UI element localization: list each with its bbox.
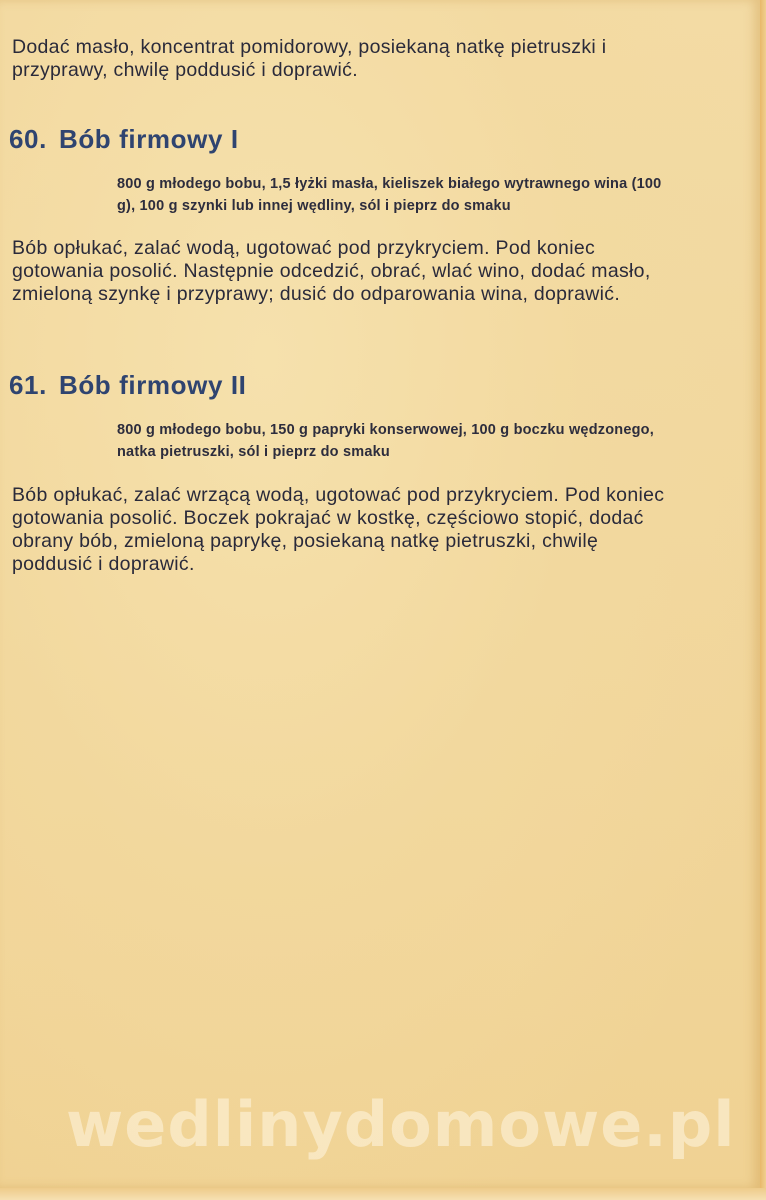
intro-paragraph: Dodać masło, koncentrat pomidorowy, posiekaną natkę pietruszki i przyprawy, chwilę poddusić i doprawić. [12,36,607,81]
recipe-60-number: 60. [9,124,47,154]
page-bottom-edge [0,1188,766,1200]
watermark: wedlinydomowe.pl [66,1088,736,1161]
recipe-61-heading [9,370,246,401]
recipe-61-instructions: Bób opłukać, zalać wrzącą wodą, ugotować pod przykryciem. Pod koniec gotowania posolić. Boczek pokrajać w kostkę, częściowo stopić, dodać obrany bób, zmieloną paprykę, posiekaną natkę pietruszki, chwilę poddusić i doprawić. [12,484,665,575]
recipe-61-title: Bób firmowy II [58,370,247,400]
page-right-edge [760,0,766,1200]
recipe-60-title: Bób firmowy I [58,124,239,154]
recipe-61-ingredients: 800 g młodego bobu, 150 g papryki konserwowej, 100 g boczku wędzonego, natka pietruszki, sól i pieprz do smaku [117,422,654,460]
recipe-60-instructions: Bób opłukać, zalać wodą, ugotować pod przykryciem. Pod koniec gotowania posolić. Następnie odcedzić, obrać, wlać wino, dodać masło, zmieloną szynkę i przyprawy; dusić do odparowania wina, doprawić. [12,237,651,305]
recipe-60-ingredients: 800 g młodego bobu, 1,5 łyżki masła, kieliszek białego wytrawnego wina (100 g), 100 g szynki lub innej wędliny, sól i pieprz do smaku [117,176,662,214]
recipe-60-heading [9,124,239,155]
recipe-61-number: 61. [9,370,47,400]
